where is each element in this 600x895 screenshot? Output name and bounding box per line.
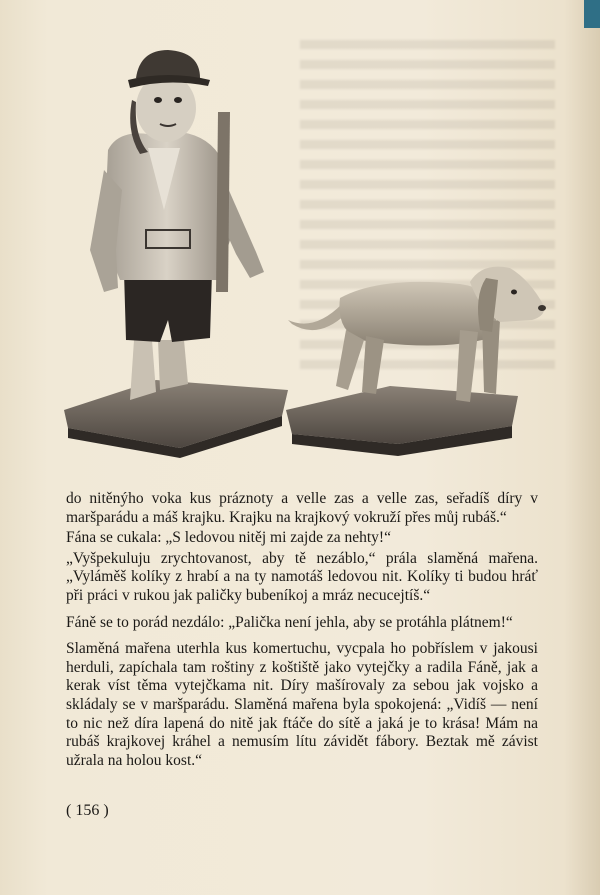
paragraph: Fáně se to porád nezdálo: „Palička není jehla, aby se protáhla plátnem!“ — [66, 613, 513, 631]
man-figurine — [64, 50, 288, 458]
paragraph: Fána se cukala: „S ledovou nitěj mi zajde za nehty!“ — [66, 529, 391, 547]
dog-figurine — [286, 267, 546, 456]
paragraph: do nitěnýho voka kus práznoty a velle zas a velle zas, seřadíš díry v maršparádu a máš krajku. Krajku na krajkový vokruží přes můj rubáš.“ — [66, 490, 538, 526]
figurines-photo — [60, 40, 550, 460]
story-text — [66, 490, 538, 770]
page-number: ( 156 ) — [66, 802, 109, 819]
paragraph: Slaměná mařena uterhla kus komertuchu, vycpala ho pobříslem v jakousi herduli, zapíchala tam roštiny z koštiště jako vytejčky a radila Fáně, jak a kerak víst těma vytejčkama nit. Díry mašírovaly za sebou jak vojsko a skládaly se v maršparádu. Slaměná mařena byla spokojená: „Vidíš — není to nic než díra lapená do nitě jak ftáče do sítě a jaká je to krása! Mám na rubáš krajkovej kráhel a nemusím lítu závidět fábory. Beztak mě závist užrala na holou kost.“ — [66, 640, 538, 769]
corner-tab — [584, 0, 600, 28]
paragraph: „Vyšpekuluju zrychtovanost, aby tě nezáblo,“ prála slaměná mařena. „Vyláměš kolíky z hrabí a na ty namotáš ledovou nit. Kolíky ti budou hráť při práci v rukou jak paličky bubeníkoj a mráz necucejtíš.“ — [66, 549, 538, 604]
